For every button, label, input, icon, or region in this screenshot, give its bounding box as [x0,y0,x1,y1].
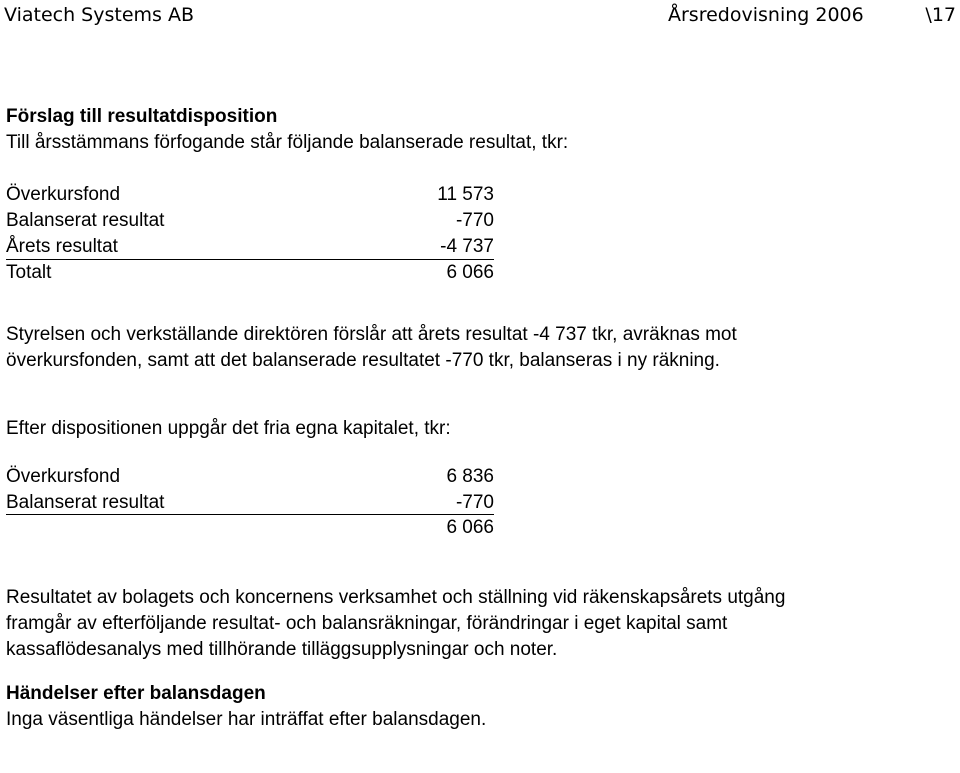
page-header [0,0,960,30]
results-text-line: framgår av efterföljande resultat- och balansräkningar, förändringar i eget kapital samt [6,613,728,634]
row-value: 11 573 [437,184,494,205]
row-label: Överkursfond [6,184,121,205]
total-row [6,260,494,286]
table-row [6,182,494,208]
proposal-heading: Förslag till resultatdisposition [6,106,278,127]
row-label: Balanserat resultat [6,491,165,513]
report-title: Årsredovisning 2006 [668,4,864,26]
row-value: 6 836 [446,465,494,487]
row-value: -770 [455,210,494,231]
proposal-intro: Till årsstämmans förfogande står följande balanserade resultat, tkr: [6,132,569,153]
page-number: \17 [925,4,956,26]
total-value: 6 066 [446,517,494,538]
board-statement-line: Styrelsen och verkställande direktören förslår att årets resultat -4 737 tkr, avräknas mot [6,323,737,345]
row-label: Balanserat resultat [6,210,165,231]
document-body [6,104,956,733]
company-name: Viatech Systems AB [4,4,194,26]
table-row [6,234,494,260]
after-intro: Efter dispositionen uppgår det fria egna kapitalet, tkr: [6,417,451,439]
after-table [6,464,494,542]
total-label: Totalt [6,261,52,283]
events-text: Inga väsentliga händelser har inträffat efter balansdagen. [6,709,487,730]
results-text-line: Resultatet av bolagets och koncernens verksamhet och ställning vid räkenskapsårets utgång [6,587,786,608]
row-label: Årets resultat [6,236,118,257]
results-text-line: kassaflödesanalys med tillhörande tilläggsupplysningar och noter. [6,639,558,660]
total-row [6,515,494,541]
total-value: 6 066 [446,261,494,283]
table-row [6,464,494,490]
row-value: -4 737 [440,236,494,257]
events-heading: Händelser efter balansdagen [6,683,266,704]
board-statement-line: överkursfonden, samt att det balanserade resultatet -770 tkr, balanseras i ny räkning. [6,349,720,371]
table-row [6,490,494,516]
proposal-table [6,182,494,286]
table-row [6,208,494,234]
row-label: Överkursfond [6,465,121,487]
row-label [6,515,354,541]
row-value: -770 [455,491,494,513]
